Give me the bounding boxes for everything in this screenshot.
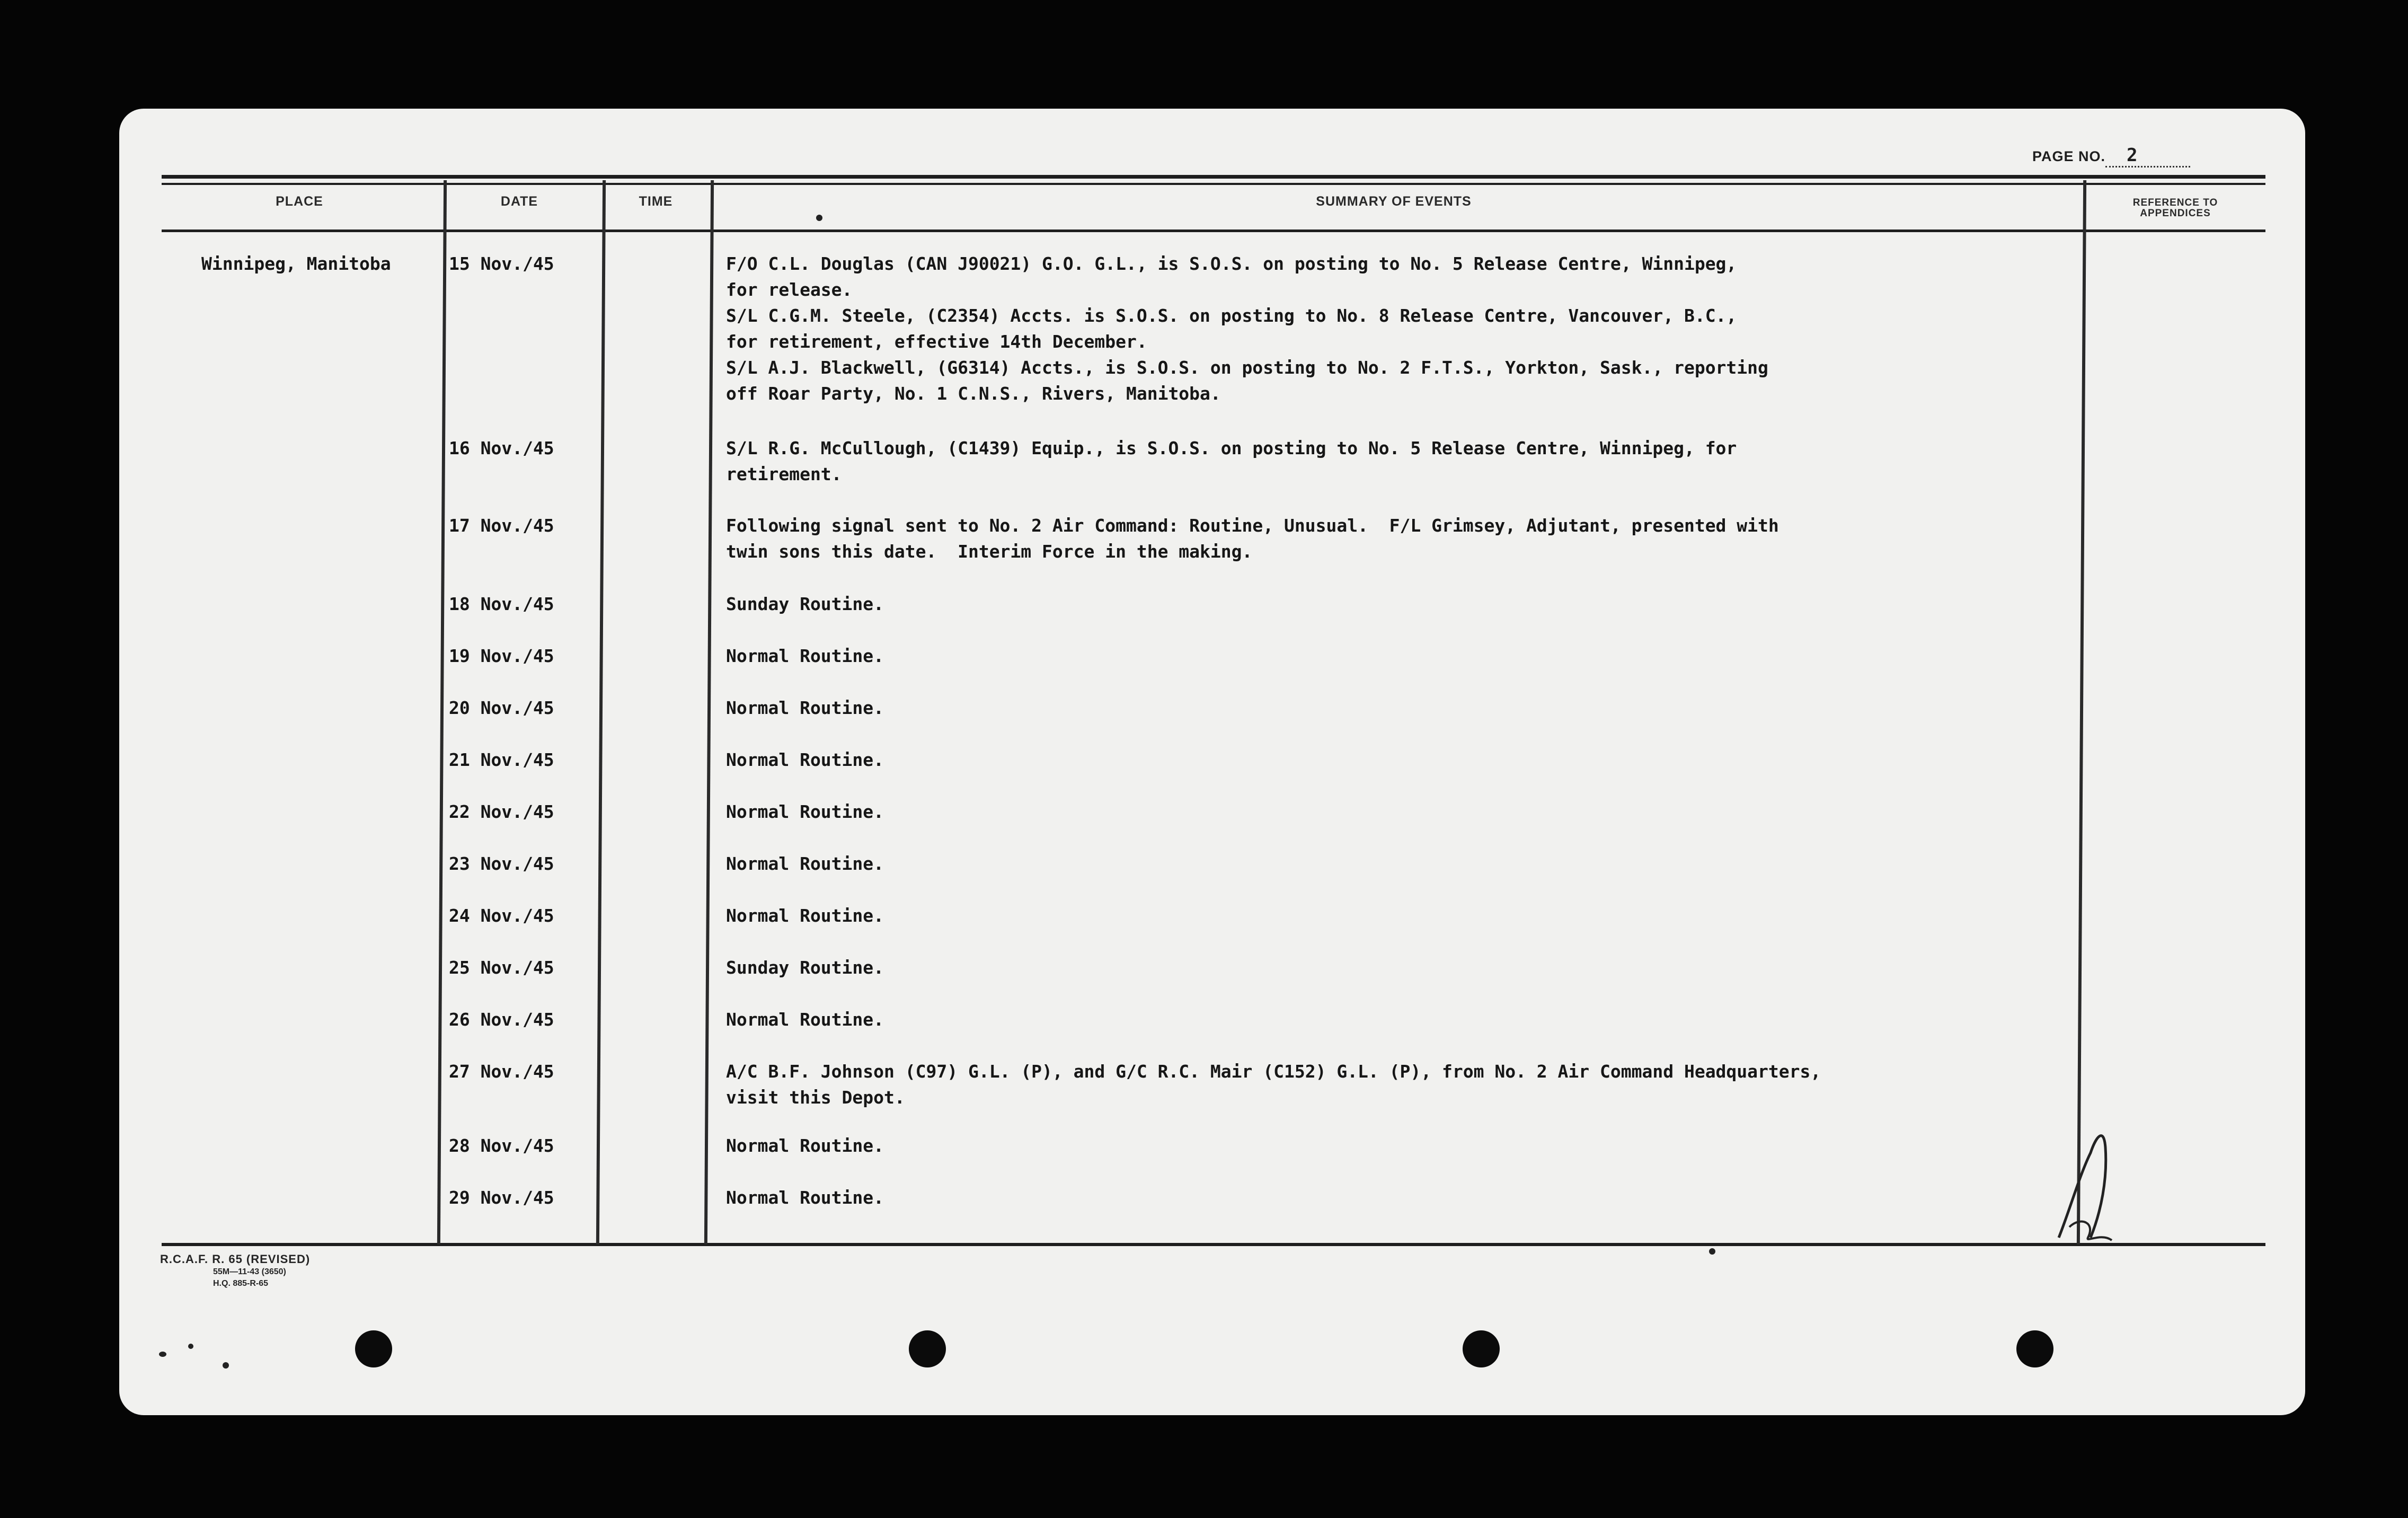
entry-date: 28 Nov./45 [449, 1135, 554, 1156]
entry-line: Normal Routine. [726, 698, 884, 718]
entry-line: A/C B.F. Johnson (C97) G.L. (P), and G/C R.C. Mair (C152) G.L. (P), from No. 2 Air Command Headquarters, [726, 1061, 1821, 1082]
entry-date: 26 Nov./45 [449, 1009, 554, 1030]
header-place: PLACE [276, 194, 323, 209]
form-id-line2: 55M—11-43 (3650) [213, 1267, 286, 1276]
entry-line: twin sons this date. Interim Force in the making. [726, 541, 1253, 562]
entry-line: Sunday Routine. [726, 957, 884, 978]
entry-date: 21 Nov./45 [449, 749, 554, 770]
entry-line: Normal Routine. [726, 1009, 884, 1030]
entry-date: 27 Nov./45 [449, 1061, 554, 1082]
entry-date: 19 Nov./45 [449, 646, 554, 666]
column-rule-place [437, 180, 447, 1245]
entry-date: 29 Nov./45 [449, 1187, 554, 1208]
form-identifier [160, 1252, 310, 1290]
ink-speck [223, 1362, 229, 1369]
form-id-line1: R.C.A.F. R. 65 (REVISED) [160, 1252, 311, 1266]
entry-date: 20 Nov./45 [449, 698, 554, 718]
page-number-value: 2 [2105, 145, 2190, 167]
entry-date: 18 Nov./45 [449, 594, 554, 614]
entry-line: visit this Depot. [726, 1087, 905, 1108]
entry-date: 17 Nov./45 [449, 515, 554, 536]
entry-line: Normal Routine. [726, 1135, 884, 1156]
entry-date: 23 Nov./45 [449, 853, 554, 874]
entry-date: 22 Nov./45 [449, 801, 554, 822]
page-number-label: PAGE NO. [2032, 148, 2106, 164]
punch-hole [909, 1330, 946, 1367]
header-summary: SUMMARY OF EVENTS [1316, 194, 1472, 209]
entry-date: 15 Nov./45 [449, 253, 554, 274]
punch-hole [355, 1330, 392, 1367]
ink-speck [159, 1352, 166, 1357]
header-reference-line2: APPENDICES [2140, 208, 2211, 219]
entry-date: 24 Nov./45 [449, 905, 554, 926]
entry-line: Normal Routine. [726, 801, 884, 822]
entry-line: S/L A.J. Blackwell, (G6314) Accts., is S.O.S. on posting to No. 2 F.T.S., Yorkton, Sask., reporting [726, 357, 1768, 378]
column-rule-summary [2077, 180, 2086, 1245]
entry-line: Normal Routine. [726, 905, 884, 926]
entry-line: Normal Routine. [726, 646, 884, 666]
ink-speck [1709, 1248, 1715, 1255]
header-reference-line1: REFERENCE TO [2132, 197, 2218, 208]
entry-line: for retirement, effective 14th December. [726, 331, 1147, 352]
form-id-line3: H.Q. 885-R-65 [213, 1279, 269, 1288]
ink-speck [816, 215, 822, 221]
header-date: DATE [500, 194, 538, 209]
punch-hole [2016, 1330, 2053, 1367]
entry-line: Following signal sent to No. 2 Air Command: Routine, Unusual. F/L Grimsey, Adjutant, presented with [726, 515, 1779, 536]
entry-line: retirement. [726, 464, 842, 484]
entry-line: S/L R.G. McCullough, (C1439) Equip., is S.O.S. on posting to No. 5 Release Centre, Winnipeg, for [726, 438, 1737, 458]
punch-hole [1463, 1330, 1500, 1367]
entry-line: Normal Routine. [726, 749, 884, 770]
header-time: TIME [639, 194, 673, 209]
entry-line: Sunday Routine. [726, 594, 884, 614]
entry-date: 16 Nov./45 [449, 438, 554, 458]
entry-date: 25 Nov./45 [449, 957, 554, 978]
entry-line: Normal Routine. [726, 853, 884, 874]
column-rule-date [596, 180, 606, 1245]
column-rule-time [704, 180, 714, 1245]
header-reference [2088, 198, 2263, 219]
entry-line: S/L C.G.M. Steele, (C2354) Accts. is S.O.S. on posting to No. 8 Release Centre, Vancouver, B.C., [726, 305, 1737, 326]
entry-line: Normal Routine. [726, 1187, 884, 1208]
entry-line: F/O C.L. Douglas (CAN J90021) G.O. G.L., is S.O.S. on posting to No. 5 Release Centre, Winnipeg, [726, 253, 1737, 274]
entry-line: off Roar Party, No. 1 C.N.S., Rivers, Manitoba. [726, 383, 1221, 404]
entry-line: for release. [726, 279, 853, 300]
record-card [119, 109, 2305, 1415]
page-number [2032, 145, 2190, 167]
header-rule-top [162, 183, 2265, 185]
top-rule [162, 175, 2265, 179]
ink-speck [188, 1344, 193, 1349]
header-rule-bottom [162, 230, 2265, 232]
handwritten-initials [2038, 1105, 2144, 1248]
bottom-rule [162, 1243, 2265, 1246]
place-value: Winnipeg, Manitoba [201, 253, 391, 274]
